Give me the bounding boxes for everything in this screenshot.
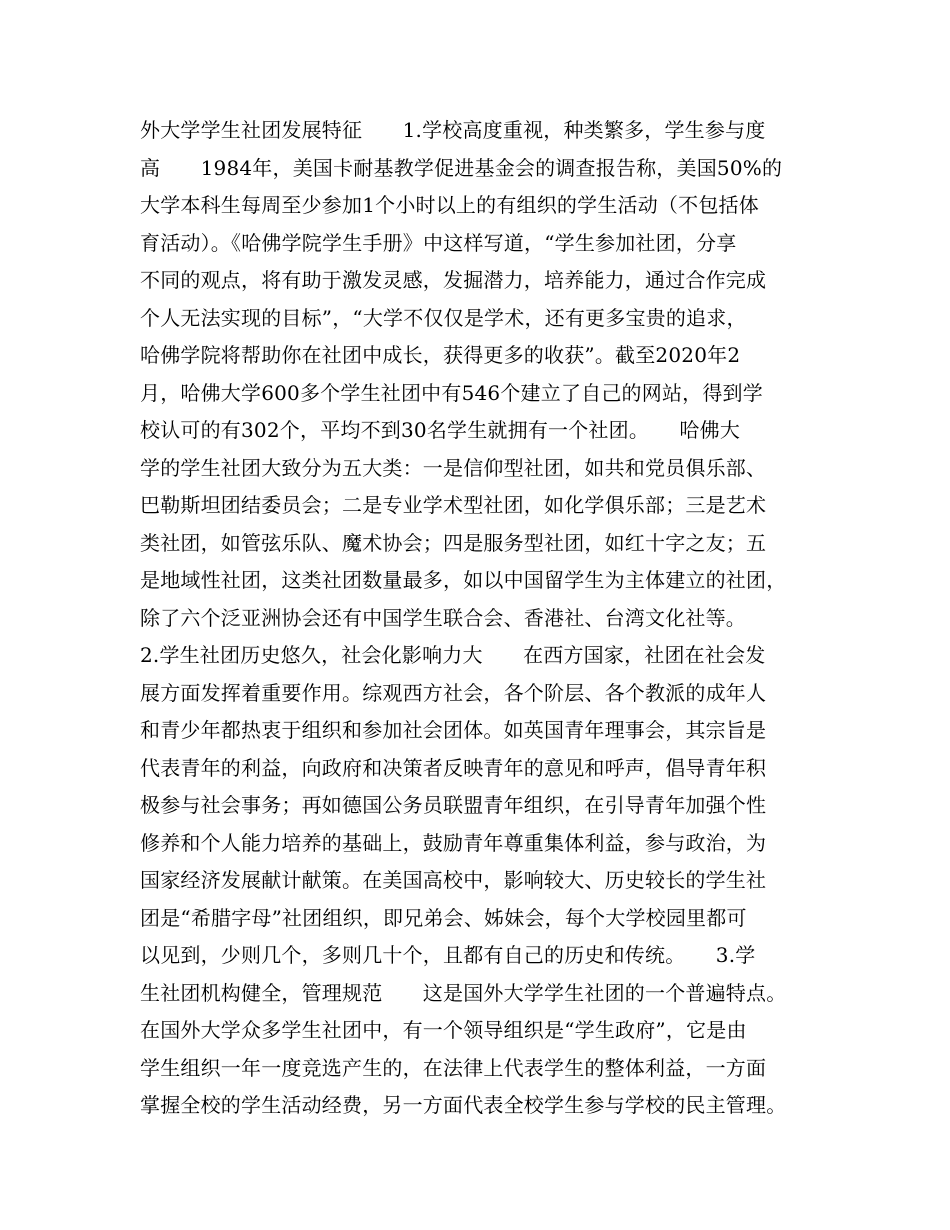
text-line: 代表青年的利益，向政府和决策者反映青年的意见和呼声，倡导青年积: [140, 755, 767, 780]
text-line: 除了六个泛亚洲协会还有中国学生联合会、香港社、台湾文化社等。: [140, 605, 746, 630]
text-line: 外大学学生社团发展特征 1.学校高度重视，种类繁多，学生参与度: [140, 118, 766, 142]
body-text: [140, 112, 830, 1125]
text-line: 2.学生社团历史悠久，社会化影响力大 在西方国家，社团在社会发: [140, 643, 766, 667]
text-line: 掌握全校的学生活动经费，另一方面代表全校学生参与学校的民主管理。: [140, 1093, 787, 1117]
text-line: 育活动）。《哈佛学院学生手册》中这样写道，“学生参加社团，分享: [140, 230, 737, 255]
text-line: 展方面发挥着重要作用。综观西方社会，各个阶层、各个教派的成年人: [140, 680, 767, 705]
text-line: 以见到，少则几个，多则几十个，且都有自己的历史和传统。 3.学: [140, 943, 756, 967]
text-line: 极参与社会事务；再如德国公务员联盟青年组织，在引导青年加强个性: [140, 793, 767, 817]
text-line: 类社团，如管弦乐队、魔术协会；四是服务型社团，如红十字之友；五: [140, 530, 767, 555]
text-line: 个人无法实现的目标”，“大学不仅仅是学术，还有更多宝贵的追求，: [140, 305, 747, 330]
text-line: 校认可的有302个，平均不到30名学生就拥有一个社团。 哈佛大: [140, 418, 741, 442]
text-line: 生社团机构健全，管理规范 这是国外大学学生社团的一个普遍特点。: [140, 980, 787, 1005]
text-line: 高 1984年，美国卡耐基教学促进基金会的调查报告称，美国50%的: [140, 155, 783, 180]
text-line: 学的学生社团大致分为五大类：一是信仰型社团，如共和党员俱乐部、: [140, 455, 767, 480]
text-line: 哈佛学院将帮助你在社团中成长，获得更多的收获”。截至2020年2: [140, 343, 741, 367]
text-line: 不同的观点，将有助于激发灵感，发掘潜力，培养能力，通过合作完成: [140, 268, 767, 292]
text-line: 和青少年都热衷于组织和参加社会团体。如英国青年理事会，其宗旨是: [140, 718, 767, 742]
text-line: 是地域性社团，这类社团数量最多，如以中国留学生为主体建立的社团，: [140, 568, 787, 592]
text-line: 在国外大学众多学生社团中，有一个领导组织是“学生政府”，它是由: [140, 1018, 747, 1042]
text-line: 团是“希腊字母”社团组织，即兄弟会、姊妹会，每个大学校园里都可: [140, 905, 747, 930]
text-line: 学生组织一年一度竞选产生的，在法律上代表学生的整体利益，一方面: [140, 1055, 767, 1080]
text-line: 巴勒斯坦团结委员会；二是专业学术型社团，如化学俱乐部；三是艺术: [140, 493, 767, 517]
text-line: 修养和个人能力培养的基础上，鼓励青年尊重集体利益，参与政治，为: [140, 830, 767, 855]
text-line: 大学本科生每周至少参加1个小时以上的有组织的学生活动（不包括体: [140, 193, 759, 217]
text-line: 月，哈佛大学600多个学生社团中有546个建立了自己的网站，得到学: [140, 380, 763, 405]
text-line: 国家经济发展献计献策。在美国高校中，影响较大、历史较长的学生社: [140, 868, 767, 892]
